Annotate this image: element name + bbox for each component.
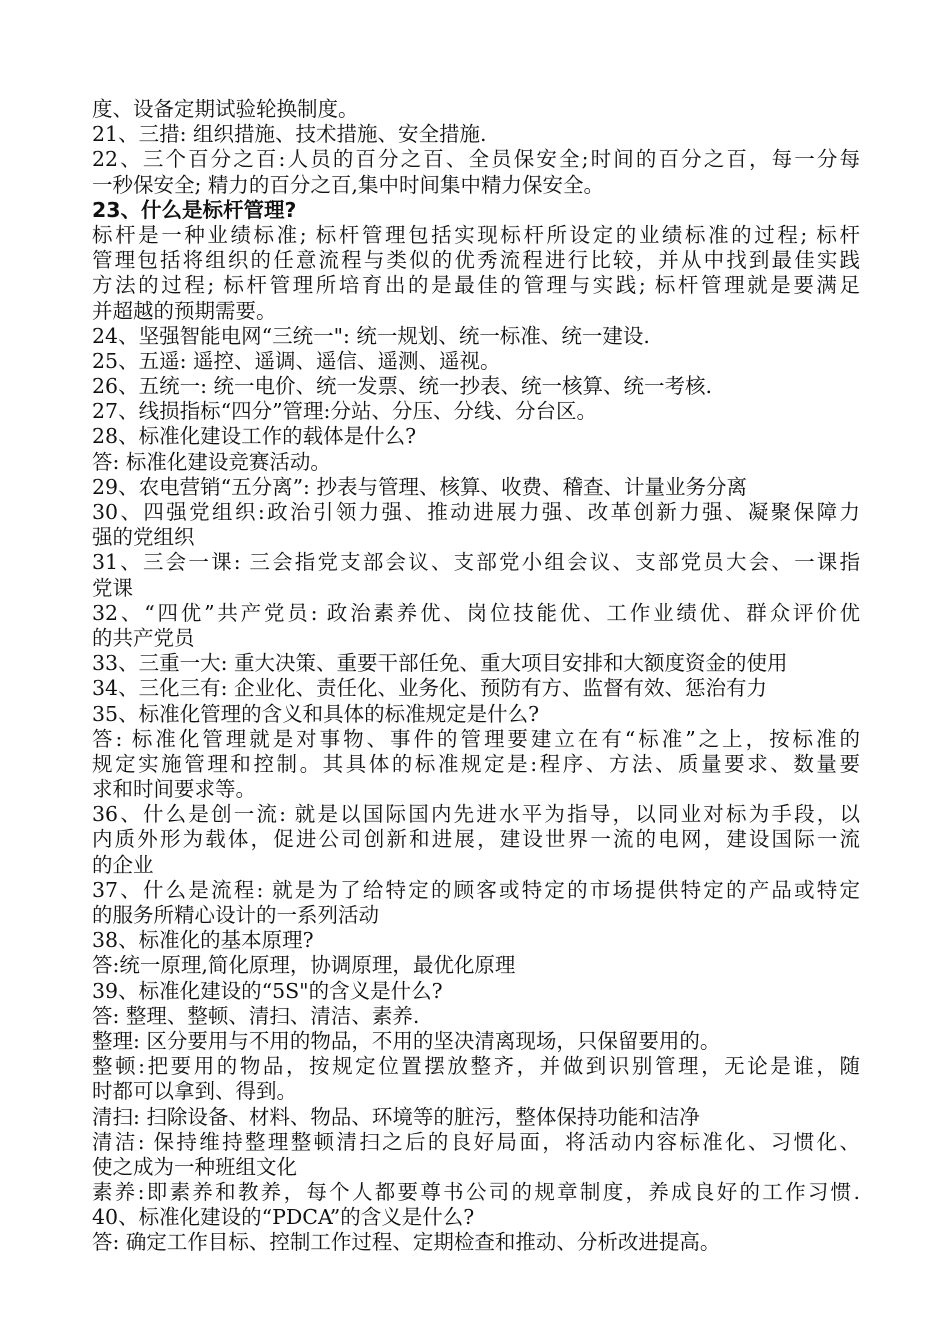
text-line: 39、标准化建设的“5S"的含义是什么? bbox=[92, 978, 443, 1003]
text-line: 整顿:把要用的物品，按规定位置摆放整齐，并做到识别管理，无论是谁，随 bbox=[92, 1054, 860, 1079]
text-line: 素养:即素养和教养，每个人都要尊书公司的规章制度，养成良好的工作习惯. bbox=[92, 1180, 860, 1205]
text-line: 并超越的预期需要。 bbox=[92, 298, 277, 323]
text-line: 强的党组织 bbox=[92, 525, 195, 550]
text-line: 33、三重一大: 重大决策、重要干部任免、重大项目安排和大额度资金的使用 bbox=[92, 651, 788, 676]
text-line: 25、五遥: 遥控、遥调、遥信、遥测、遥视。 bbox=[92, 348, 501, 373]
text-line: 21、三措: 组织措施、技术措施、安全措施. bbox=[92, 122, 487, 147]
text-line: 30、四强党组织:政治引领力强、推动进展力强、改革创新力强、凝聚保障力 bbox=[92, 500, 860, 524]
text-line: 方法的过程; 标杆管理所培育出的是最佳的管理与实践; 标杆管理就是要满足 bbox=[92, 273, 860, 298]
text-line: 管理包括将组织的任意流程与类似的优秀流程进行比较，并从中找到最佳实践 bbox=[92, 248, 860, 273]
text-line: 28、标准化建设工作的载体是什么? bbox=[92, 424, 417, 449]
text-line: 36、什么是创一流: 就是以国际国内先进水平为指导，以同业对标为手段，以 bbox=[92, 802, 860, 827]
text-line: 标杆是一种业绩标准; 标杆管理包括实现标杆所设定的业绩标准的过程; 标杆 bbox=[92, 222, 860, 247]
text-line: 的服务所精心设计的一系列活动 bbox=[92, 903, 379, 927]
text-line: 规定实施管理和控制。其具体的标准规定是:程序、方法、质量要求、数量要 bbox=[92, 751, 860, 776]
text-line: 38、标准化的基本原理? bbox=[92, 928, 314, 953]
text-line: 一秒保安全; 精力的百分之百,集中时间集中精力保安全。 bbox=[92, 172, 604, 197]
text-line: 27、线损指标“四分”管理:分站、分压、分线、分台区。 bbox=[92, 399, 597, 424]
text-line: 32、“四优”共产党员: 政治素养优、岗位技能优、工作业绩优、群众评价优 bbox=[92, 600, 860, 625]
text-line: 40、标准化建设的“PDCA”的含义是什么? bbox=[92, 1205, 475, 1230]
text-line: 34、三化三有: 企业化、责任化、业务化、预防有方、监督有效、惩治有力 bbox=[92, 676, 768, 701]
text-line: 度、设备定期试验轮换制度。 bbox=[92, 97, 359, 121]
text-line: 的共产党员 bbox=[92, 625, 195, 650]
text-line: 党课 bbox=[92, 575, 133, 600]
text-line: 答: 标准化管理就是对事物、事件的管理要建立在有“标准”之上，按标准的 bbox=[92, 726, 860, 751]
text-line: 答:统一原理,简化原理，协调原理，最优化原理 bbox=[92, 953, 516, 978]
text-line: 35、标准化管理的含义和具体的标准规定是什么? bbox=[92, 701, 540, 726]
section-heading: 23、什么是标杆管理? bbox=[92, 197, 297, 222]
text-line: 答: 整理、整顿、清扫、清洁、素养. bbox=[92, 1003, 420, 1028]
text-line: 24、坚强智能电网“三统一": 统一规划、统一标准、统一建设. bbox=[92, 323, 650, 348]
text-line: 内质外形为载体，促进公司创新和进展，建设世界一流的电网，建设国际一流 bbox=[92, 827, 860, 852]
text-line: 清扫: 扫除设备、材料、物品、环境等的脏污，整体保持功能和洁净 bbox=[92, 1104, 700, 1129]
text-line: 使之成为一种班组文化 bbox=[92, 1154, 297, 1179]
text-line: 时都可以拿到、得到。 bbox=[92, 1079, 297, 1104]
text-line: 答: 确定工作目标、控制工作过程、定期检查和推动、分析改进提高。 bbox=[92, 1230, 721, 1255]
text-line: 的企业 bbox=[92, 852, 154, 877]
text-line: 清洁: 保持维持整理整顿清扫之后的良好局面，将活动内容标准化、习惯化、 bbox=[92, 1129, 860, 1154]
text-line: 整理: 区分要用与不用的物品，不用的坚决清离现场，只保留要用的。 bbox=[92, 1028, 721, 1053]
text-line: 答: 标准化建设竞赛活动。 bbox=[92, 449, 331, 474]
text-line: 求和时间要求等。 bbox=[92, 777, 256, 802]
text-line: 29、农电营销“五分离”: 抄表与管理、核算、收费、稽查、计量业务分离 bbox=[92, 474, 747, 499]
text-line: 22、三个百分之百:人员的百分之百、全员保安全;时间的百分之百，每一分每 bbox=[92, 147, 860, 172]
text-line: 31、三会一课: 三会指党支部会议、支部党小组会议、支部党员大会、一课指 bbox=[92, 550, 860, 575]
text-line: 37、什么是流程: 就是为了给特定的顾客或特定的市场提供特定的产品或特定 bbox=[92, 877, 860, 902]
document-body bbox=[92, 97, 860, 1256]
text-line: 26、五统一: 统一电价、统一发票、统一抄表、统一核算、统一考核. bbox=[92, 374, 713, 399]
